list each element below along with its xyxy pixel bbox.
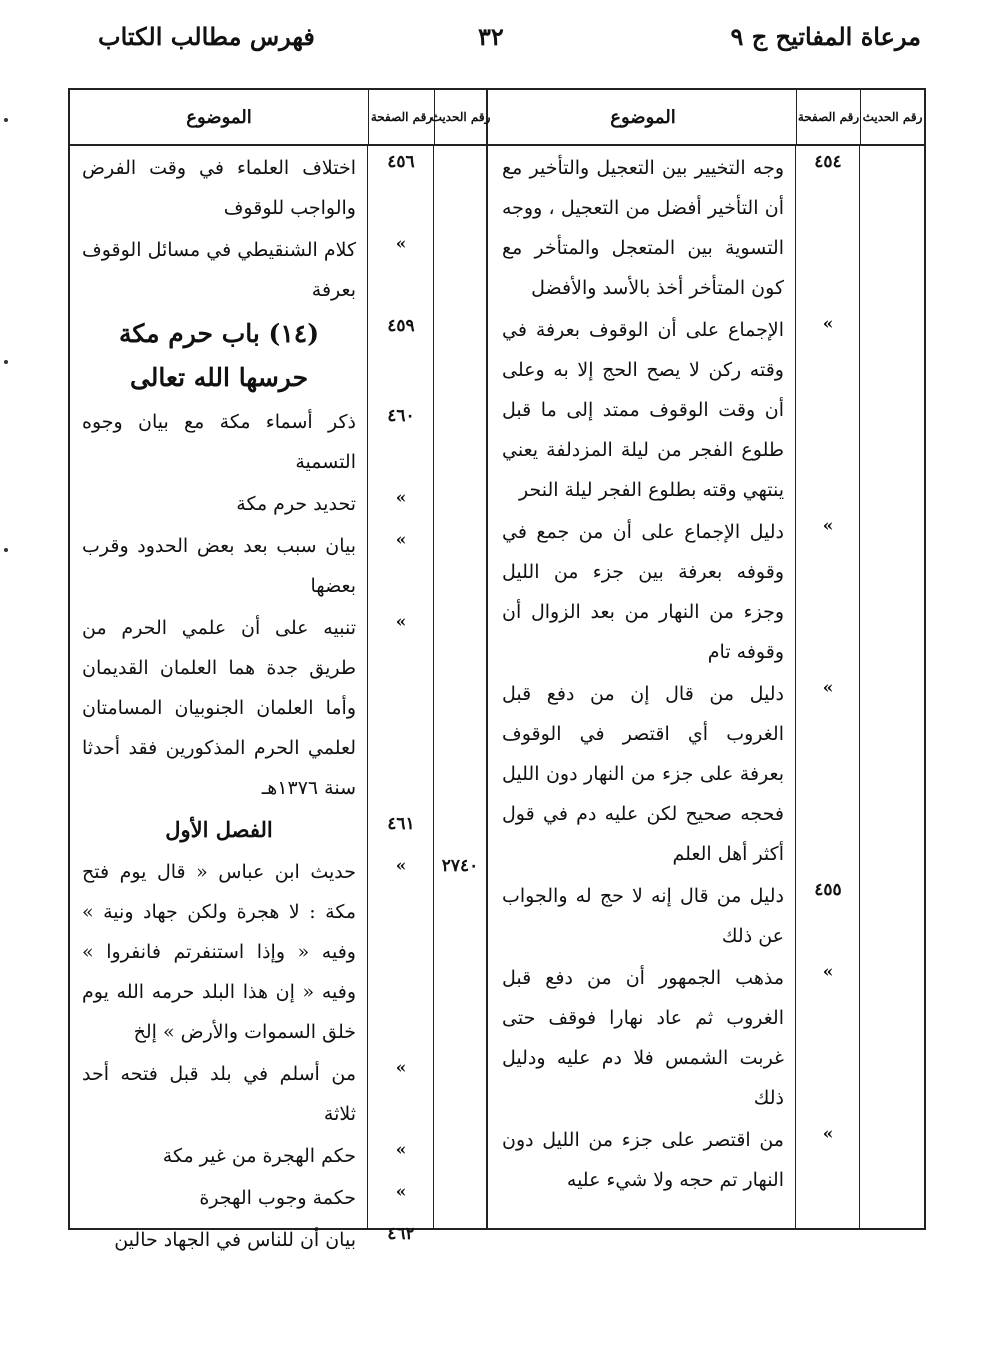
index-entry <box>70 1134 486 1176</box>
hadith-number: ٢٧٤٠ <box>441 856 479 876</box>
chapter-heading: (١٤) باب حرم مكة حرسها الله تعالى <box>118 319 320 392</box>
index-column-right <box>486 90 924 1228</box>
page-number: » <box>395 1058 407 1078</box>
topic-text: دليل الإجماع على أن من جمع في وقوفه بعرفة بين جزء من الليل وجزء من النهار من بعد الزوال أن وقوفه تام <box>502 521 784 663</box>
index-rows <box>488 146 924 1228</box>
book-title: مرعاة المفاتيح ج ٩ <box>730 22 921 51</box>
hadith-number <box>434 228 486 310</box>
page-number: ٤٥٦ <box>387 152 415 172</box>
index-column-left <box>70 90 491 1251</box>
section-heading: الفصل الأول <box>165 817 273 842</box>
page-number: ٤٦٢ <box>387 1224 415 1244</box>
hadith-number-header: رقم الحديث <box>434 90 486 144</box>
topic-header: الموضوع <box>186 106 252 128</box>
hadith-number <box>860 956 924 1118</box>
page-number: » <box>395 1140 407 1160</box>
hadith-number <box>434 1052 486 1134</box>
topic-text: دليل من قال إن من دفع قبل الغروب أي اقتصر في الوقوف بعرفة على جزء من النهار دون الليل فحجه صحيح لكن عليه دم في قول أكثر أهل العلم <box>502 683 784 865</box>
topic-text: تنبيه على أن علمي الحرم من طريق جدة هما العلمان القديمان وأما العلمان الجنوبيان المسامتان لعلمي الحرم المذكورين فقد أحدثا سنة ١٣٧٦هـ <box>82 617 356 799</box>
index-entry <box>70 310 486 400</box>
page-number: » <box>822 962 834 982</box>
column-headers <box>70 90 491 146</box>
topic-text: بيان سبب بعد بعض الحدود وقرب بعضها <box>82 535 356 597</box>
page-number: ٤٥٩ <box>387 316 415 336</box>
topic-text: اختلاف العلماء في وقت الفرض والواجب للوقوف <box>82 157 356 219</box>
topic-text: مذهب الجمهور أن من دفع قبل الغروب ثم عاد نهارا فوقف حتى غربت الشمس فلا دم عليه ودليل ذلك <box>502 967 784 1109</box>
index-entry <box>70 1218 486 1260</box>
page-number: » <box>822 678 834 698</box>
index-entry <box>70 850 486 1052</box>
column-divider <box>433 146 435 1228</box>
index-entry <box>70 146 486 228</box>
page-number: ٤٦١ <box>387 814 415 834</box>
index-entry <box>70 482 486 524</box>
hadith-number <box>434 606 486 808</box>
index-entry <box>70 808 486 850</box>
hadith-number <box>860 1118 924 1200</box>
topic-text: حكمة وجوب الهجرة <box>199 1187 356 1209</box>
page-number: » <box>822 516 834 536</box>
topic-header: الموضوع <box>610 106 676 128</box>
topic-text: وجه التخيير بين التعجيل والتأخير مع أن التأخير أفضل من التعجيل ، ووجه التسوية بين المتعجل والمتأخر مع كون المتأخر أخذ بالأسد والأفضل <box>502 157 784 299</box>
index-entry <box>70 228 486 310</box>
page-number: ٤٦٠ <box>387 406 415 426</box>
column-divider <box>367 146 369 1228</box>
topic-text: الإجماع على أن الوقوف بعرفة في وقته ركن لا يصح الحج إلا به وعلى أن وقت الوقوف ممتد إلى ما قبل طلوع الفجر من ليلة المزدلفة يعني ينتهي وقته بطلوع الفجر ليلة النحر <box>502 319 784 501</box>
column-divider <box>795 146 797 1228</box>
index-table <box>68 88 926 1251</box>
page-number: » <box>395 856 407 876</box>
topic-text: كلام الشنقيطي في مسائل الوقوف بعرفة <box>82 239 356 301</box>
page-number: » <box>395 1182 407 1202</box>
hadith-number <box>434 310 486 400</box>
page-number: ٣٢ <box>478 22 504 51</box>
topic-text: حكم الهجرة من غير مكة <box>162 1145 356 1167</box>
margin-mark <box>4 548 8 552</box>
margin-mark <box>4 118 8 122</box>
topic-text: حديث ابن عباس « قال يوم فتح مكة : لا هجرة ولكن جهاد ونية » وفيه « وإذا استنفرتم فانفروا » وفيه « إن هذا البلد حرمه الله يوم خلق السموات والأرض » إلخ <box>82 861 356 1043</box>
hadith-number <box>434 1218 486 1260</box>
topic-text: تحديد حرم مكة <box>236 493 356 515</box>
topic-text: من أسلم في بلد قبل فتحه أحد ثلاثة <box>82 1063 356 1125</box>
index-rows <box>70 146 486 1251</box>
column-headers <box>488 90 924 146</box>
hadith-number <box>434 482 486 524</box>
hadith-number <box>434 808 486 850</box>
page-number: » <box>822 314 834 334</box>
page-number: » <box>395 488 407 508</box>
index-entry <box>70 400 486 482</box>
index-entry <box>70 1176 486 1218</box>
margin-mark <box>4 360 8 364</box>
hadith-number <box>860 308 924 510</box>
page-number: » <box>395 234 407 254</box>
page-number: ٤٥٥ <box>814 880 842 900</box>
hadith-number <box>434 1176 486 1218</box>
topic-text: ذكر أسماء مكة مع بيان وجوه التسمية <box>82 411 356 473</box>
hadith-number <box>860 874 924 956</box>
hadith-number <box>434 400 486 482</box>
page-number: » <box>395 612 407 632</box>
index-title: فهرس مطالب الكتاب <box>98 22 315 51</box>
hadith-number <box>434 146 486 228</box>
page-number: » <box>395 530 407 550</box>
hadith-number <box>434 524 486 606</box>
topic-text: من اقتصر على جزء من الليل دون النهار تم حجه ولا شيء عليه <box>502 1129 784 1191</box>
page-number: » <box>822 1124 834 1144</box>
page-number-header: رقم الصفحة <box>796 90 860 144</box>
hadith-number <box>860 146 924 308</box>
hadith-number <box>860 672 924 874</box>
column-divider <box>859 146 861 1228</box>
topic-text: دليل من قال إنه لا حج له والجواب عن ذلك <box>502 885 784 947</box>
index-entry <box>70 1052 486 1134</box>
hadith-number <box>434 1134 486 1176</box>
index-entry <box>70 524 486 606</box>
hadith-number <box>860 510 924 672</box>
hadith-number-header: رقم الحديث <box>860 90 924 144</box>
index-entry <box>70 606 486 808</box>
page-number: ٤٥٤ <box>814 152 842 172</box>
page-number-header: رقم الصفحة <box>368 90 434 144</box>
topic-text: بيان أن للناس في الجهاد حالين <box>114 1229 356 1251</box>
